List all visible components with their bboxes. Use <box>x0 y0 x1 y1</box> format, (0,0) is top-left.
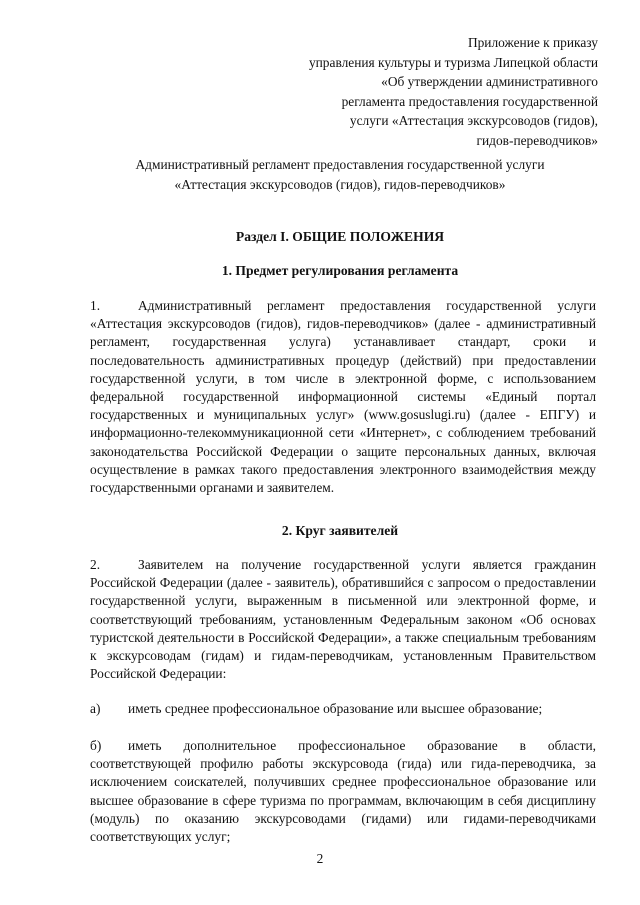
subsection-2-heading: 2. Круг заявителей <box>281 523 399 538</box>
list-item-b-text: иметь дополнительное профессиональное образование в области, соответствующей профилю работы экскурсовода (гида) или гида-переводчика, за исключением соискателей, получивших среднее профессиональное образование или высшее образование в сфере туризма по программам, включающим в себя дисциплину (модуль) по оказанию экскурсоводами (гидами) или гидами-переводчиками соответствующих услуг; <box>90 738 596 845</box>
list-item-a-marker: а) <box>90 701 101 716</box>
list-item-b <box>90 737 596 846</box>
page-number: 2 <box>316 851 324 866</box>
paragraph-1 <box>90 297 596 497</box>
paragraph-1-text: Административный регламент предоставления государственной услуги «Аттестация экскурсоводов (гидов), гидов-переводчиков» (далее - административный регламент, государственная услуга) устанавливает стандарт, сроки и последовательность административных процедур (действий) при предоставлении государственной услуги, в том числе в электронной форме, с использованием федеральной государственной информационной системы «Единый портал государственных и муниципальных услуг» (www.gosuslugi.ru) (далее - ЕПГУ) и информационно-телекоммуникационной сети «Интернет», с соблюдением требований законодательства Российской Федерации о защите персональных данных, включая осуществление в рамках такого предоставления электронного взаимодействия между государственными органами и заявителем. <box>90 298 596 496</box>
appendix-line: Приложение к приказу <box>467 35 598 50</box>
document-title <box>60 155 620 194</box>
list-item-a-text: иметь среднее профессиональное образование или высшее образование; <box>128 701 543 716</box>
list-item-a <box>90 700 596 718</box>
appendix-line: гидов-переводчиков» <box>476 132 598 148</box>
document-title-line: «Аттестация экскурсоводов (гидов), гидов-переводчиков» <box>174 176 506 192</box>
appendix-header <box>309 33 598 151</box>
paragraph-1-number: 1. <box>90 298 101 313</box>
document-title-line: Административный регламент предоставления государственной услуги <box>135 157 545 172</box>
section-heading: Раздел I. ОБЩИЕ ПОЛОЖЕНИЯ <box>235 229 445 244</box>
paragraph-2-number: 2. <box>90 557 101 572</box>
appendix-line: регламента предоставления государственной <box>341 93 598 109</box>
paragraph-2 <box>90 556 596 683</box>
list-item-b-marker: б) <box>90 738 102 753</box>
paragraph-2-text: Заявителем на получение государственной услуги является гражданин Российской Федерации (далее - заявитель), обратившийся с запросом о предоставлении государственной услуги, выраженным в письменной или электронной форме, и соответствующий требованиям, установленным Федеральным законом «Об основах туристской деятельности в Российской Федерации», а также специальным требованиям к экскурсоводам (гидам) и гидам-переводчикам, установленным Правительством Российской Федерации: <box>90 557 596 682</box>
subsection-1-heading: 1. Предмет регулирования регламента <box>221 263 459 278</box>
appendix-line: «Об утверждении административного <box>381 74 598 90</box>
appendix-line: услуги «Аттестация экскурсоводов (гидов), <box>349 113 598 129</box>
appendix-line: управления культуры и туризма Липецкой области <box>308 54 598 70</box>
